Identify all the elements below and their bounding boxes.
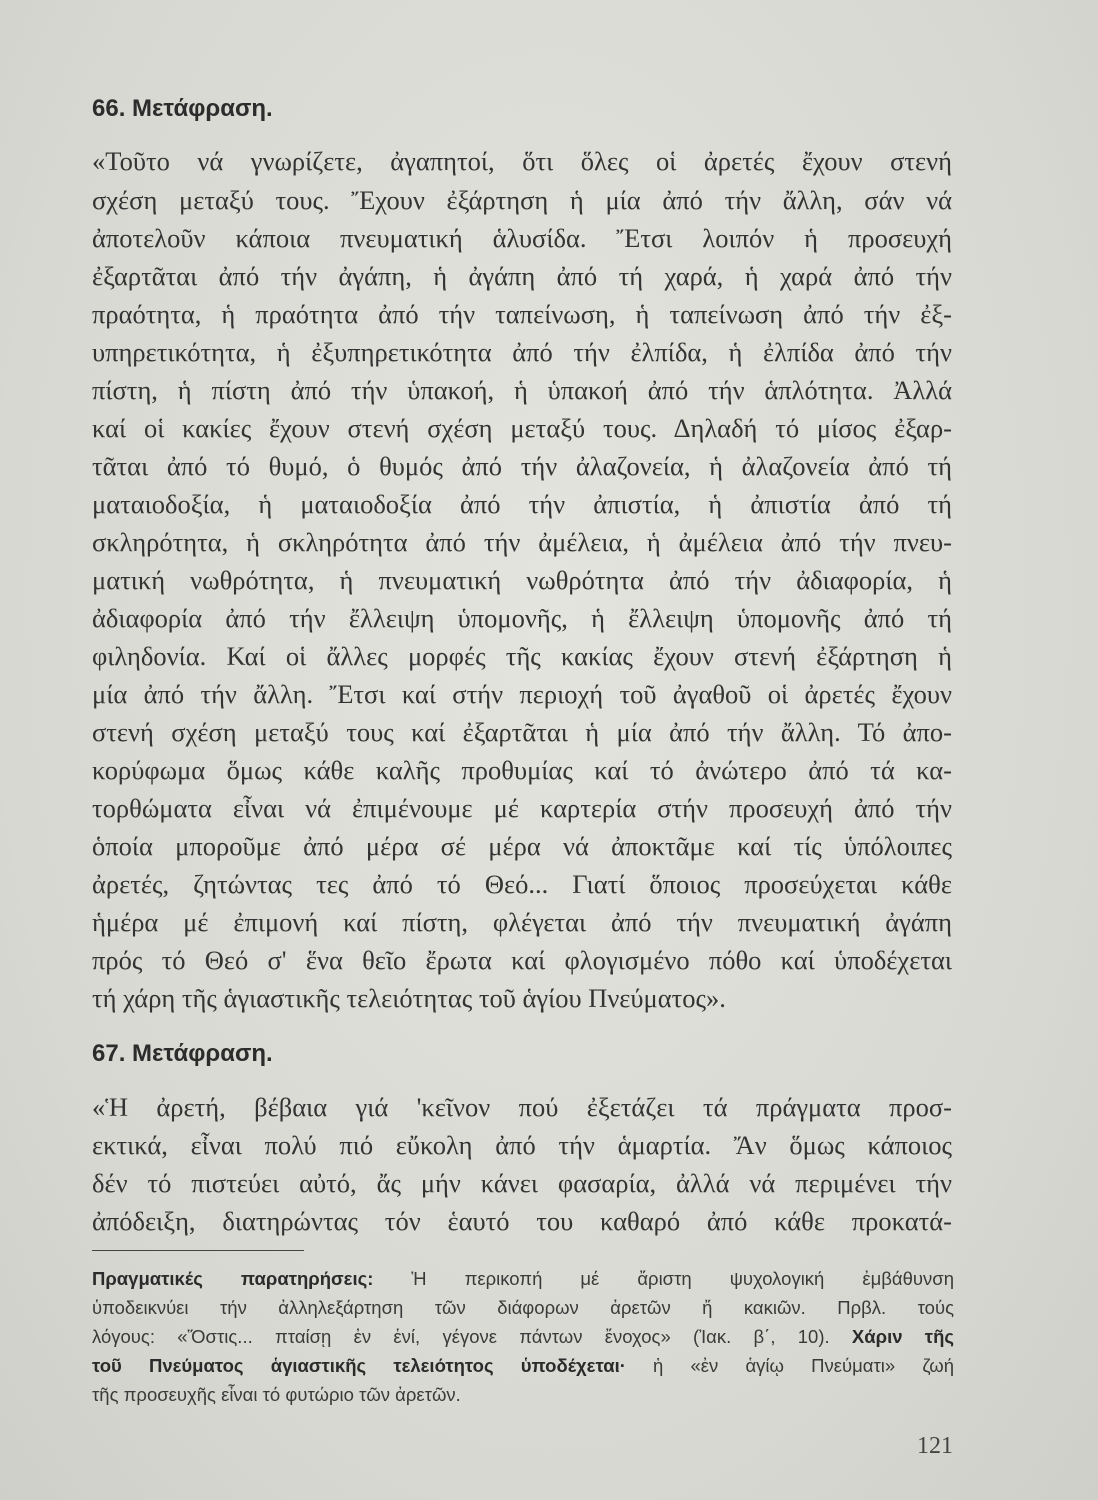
text-line: «Ἡ ἀρετή, βέβαια γιά 'κεῖνον πού ἐξετάζει τά πράγματα προσ- bbox=[92, 1092, 952, 1122]
footnote-bold-text: τοῦ Πνεύματος ἁγιαστικῆς τελειότητος ὑποδέχεται· bbox=[92, 1355, 626, 1376]
footnote-rule bbox=[92, 1250, 304, 1251]
text-line: ἐξαρτᾶται ἀπό τήν ἀγάπη, ἡ ἀγάπη ἀπό τή χαρά, ἡ χαρά ἀπό τήν bbox=[92, 261, 952, 291]
section-heading-66: 66. Μετάφραση. bbox=[92, 95, 273, 122]
text-line: «Τοῦτο νά γνωρίζετε, ἀγαπητοί, ὅτι ὅλες οἱ ἀρετές ἔχουν στενή bbox=[92, 146, 952, 176]
text-line: τᾶται ἀπό τό θυμό, ὁ θυμός ἀπό τήν ἀλαζονεία, ἡ ἀλαζονεία ἀπό τή bbox=[92, 451, 952, 481]
text-line: δέν τό πιστεύει αὐτό, ἄς μήν κάνει φασαρία, ἀλλά νά περιμένει τήν bbox=[92, 1168, 952, 1198]
text-line: φιληδονία. Καί οἱ ἄλλες μορφές τῆς κακίας ἔχουν στενή ἐξάρτηση ἡ bbox=[92, 641, 952, 671]
footnote-text: Ἡ περικοπή μέ ἄριστη ψυχολογική ἐμβάθυνση bbox=[373, 1268, 954, 1289]
text-line: ἀδιαφορία ἀπό τήν ἔλλειψη ὑπομονῆς, ἡ ἔλλειψη ὑπομονῆς ἀπό τή bbox=[92, 603, 952, 633]
footnote-line bbox=[92, 1354, 954, 1378]
text-line: εκτικά, εἶναι πολύ πιό εὔκολη ἀπό τήν ἁμαρτία. Ἄν ὅμως κάποιος bbox=[92, 1130, 952, 1160]
footnote-line: ὑποδεικνύει τήν ἀλληλεξάρτηση τῶν διάφορων ἀρετῶν ἤ κακιῶν. Πρβλ. τούς bbox=[92, 1297, 954, 1318]
text-line: ἀπόδειξη, διατηρώντας τόν ἑαυτό του καθαρό ἀπό κάθε προκατά- bbox=[92, 1206, 952, 1236]
text-line: πραότητα, ἡ πραότητα ἀπό τήν ταπείνωση, ἡ ταπείνωση ἀπό τήν ἐξ- bbox=[92, 299, 952, 329]
footnote-line bbox=[92, 1325, 954, 1349]
section-heading-67: 67. Μετάφραση. bbox=[92, 1040, 273, 1067]
text-line: καί οἱ κακίες ἔχουν στενή σχέση μεταξύ τους. Δηλαδή τό μίσος ἐξαρ- bbox=[92, 413, 952, 443]
text-line: σχέση μεταξύ τους. Ἔχουν ἐξάρτηση ἡ μία ἀπό τήν ἄλλη, σάν νά bbox=[92, 185, 952, 215]
text-line: μία ἀπό τήν ἄλλη. Ἔτσι καί στήν περιοχή τοῦ ἀγαθοῦ οἱ ἀρετές ἔχουν bbox=[92, 679, 952, 709]
text-line: ματική νωθρότητα, ἡ πνευματική νωθρότητα ἀπό τήν ἀδιαφορία, ἡ bbox=[92, 565, 952, 595]
text-line: ἀποτελοῦν κάποια πνευματική ἁλυσίδα. Ἔτσι λοιπόν ἡ προσευχή bbox=[92, 223, 952, 253]
page-number: 121 bbox=[917, 1433, 953, 1459]
footnote-line: τῆς προσευχῆς εἶναι τό φυτώριο τῶν ἀρετῶν. bbox=[92, 1384, 461, 1405]
footnote-label: Πραγματικές παρατηρήσεις: bbox=[92, 1268, 374, 1289]
text-line: πρός τό Θεό σ' ἕνα θεῖο ἔρωτα καί φλογισμένο πόθο καί ὑποδέχεται bbox=[92, 945, 952, 975]
text-line: ὁποία μποροῦμε ἀπό μέρα σέ μέρα νά ἀποκτᾶμε καί τίς ὑπόλοιπες bbox=[92, 831, 952, 861]
footnote-text: λόγους: «Ὅστις... πταίσῃ ἐν ἑνί, γέγονε πάντων ἔνοχος» (Ἰακ. β΄, 10). bbox=[92, 1326, 830, 1347]
text-line: ἡμέρα μέ ἐπιμονή καί πίστη, φλέγεται ἀπό τήν πνευματική ἀγάπη bbox=[92, 907, 952, 937]
text-line: τή χάρη τῆς ἁγιαστικῆς τελειότητας τοῦ ἁγίου Πνεύματος». bbox=[92, 983, 726, 1013]
text-line: τορθώματα εἶναι νά ἐπιμένουμε μέ καρτερία στήν προσευχή ἀπό τήν bbox=[92, 793, 952, 823]
footnote-text: ἡ «ἐν ἁγίῳ Πνεύματι» ζωή bbox=[625, 1355, 955, 1376]
text-line: ἀρετές, ζητώντας τες ἀπό τό Θεό... Γιατί ὅποιος προσεύχεται κάθε bbox=[92, 869, 952, 899]
footnote-bold-text: Χάριν τῆς bbox=[829, 1326, 954, 1347]
text-line: ματαιοδοξία, ἡ ματαιοδοξία ἀπό τήν ἀπιστία, ἡ ἀπιστία ἀπό τή bbox=[92, 489, 952, 519]
footnote-line bbox=[92, 1267, 954, 1291]
text-line: σκληρότητα, ἡ σκληρότητα ἀπό τήν ἀμέλεια, ἡ ἀμέλεια ἀπό τήν πνευ- bbox=[92, 527, 952, 557]
text-line: στενή σχέση μεταξύ τους καί ἐξαρτᾶται ἡ μία ἀπό τήν ἄλλη. Τό ἀπο- bbox=[92, 717, 952, 747]
text-line: υπηρετικότητα, ἡ ἐξυπηρετικότητα ἀπό τήν ἐλπίδα, ἡ ἐλπίδα ἀπό τήν bbox=[92, 337, 952, 367]
text-line: κορύφωμα ὅμως κάθε καλῆς προθυμίας καί τό ἀνώτερο ἀπό τά κα- bbox=[92, 755, 952, 785]
text-line: πίστη, ἡ πίστη ἀπό τήν ὑπακοή, ἡ ὑπακοή ἀπό τήν ἁπλότητα. Ἀλλά bbox=[92, 375, 952, 405]
